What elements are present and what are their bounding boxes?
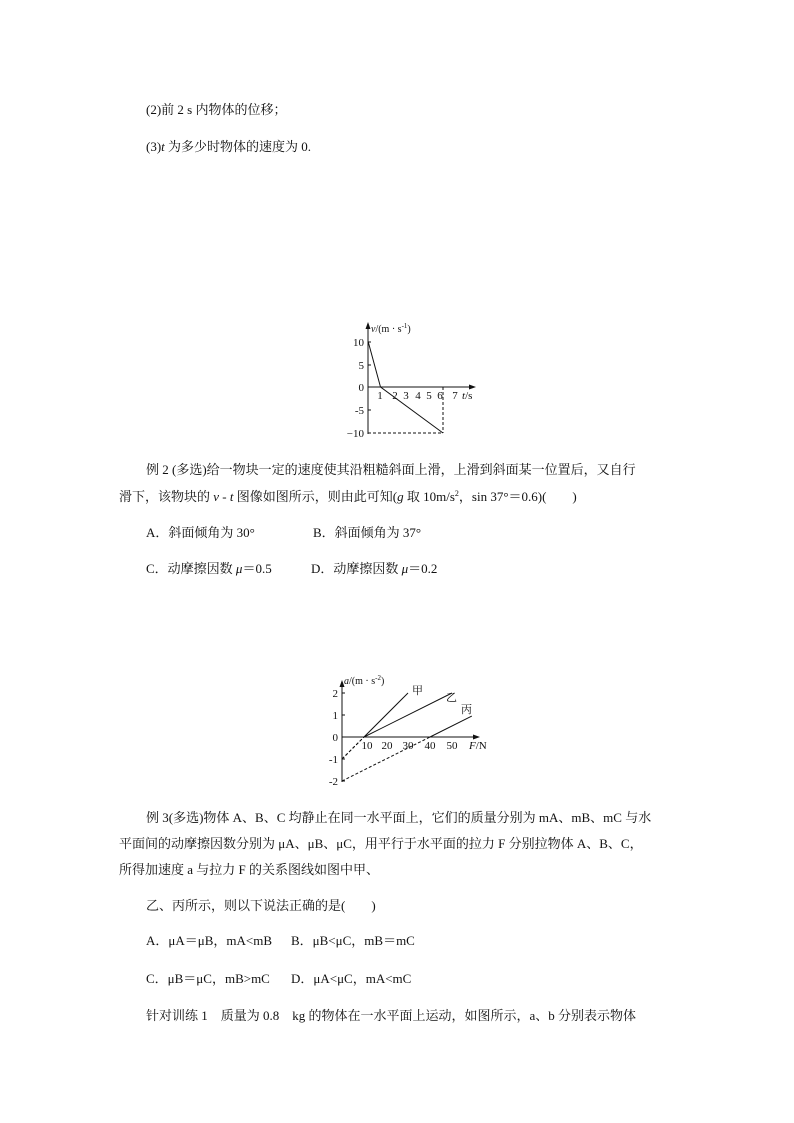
example-3-line-4: 乙、丙所示，则以下说法正确的是( ) bbox=[146, 898, 376, 913]
fig1-ylabel: $v/(m \cdot s^{-1})$ bbox=[371, 322, 411, 335]
ex3-option-c: C．μB＝μC，mB>mC bbox=[146, 971, 270, 986]
example-3-line-2: 平面间的动摩擦因数分别为 μA、μB、μC，用平行于水平面的拉力 F 分别拉物体 A、B、C， bbox=[119, 836, 643, 851]
fig1-ytick-minus10: −10 bbox=[346, 428, 364, 440]
fig1-xtick-1: 1 bbox=[377, 390, 383, 402]
series-yi-line bbox=[364, 693, 452, 737]
question-3: (3)t 为多少时物体的速度为 0. bbox=[146, 139, 312, 154]
example-2-line-1: 例 2 (多选)给一物块一定的速度使其沿粗糙斜面上滑，上滑到斜面某一位置后，又自行 bbox=[146, 462, 636, 477]
fig2-ytick-minus2: -2 bbox=[328, 776, 338, 788]
ex3-option-a: A．μA＝μB，mA<mB bbox=[146, 933, 273, 948]
example-2-line-2: 滑下，该物块的 v - t 图像如图所示，则由此可知(g 取 $10m/s^2$，sin 37°＝0.6)( ) bbox=[119, 489, 577, 504]
fig2-x-arrow bbox=[473, 735, 480, 740]
fig1-xtick-6: 6 bbox=[437, 390, 443, 402]
option-a: A．斜面倾角为 30° bbox=[146, 525, 255, 540]
series-bing-label: 丙 bbox=[461, 704, 472, 716]
series-jia-label: 甲 bbox=[412, 685, 423, 697]
fig1-ytick-0: 0 bbox=[358, 382, 364, 394]
fig1-xtick-3: 3 bbox=[403, 390, 409, 402]
fig2-ylabel: $a/(m \cdot s^{-2})$ bbox=[344, 674, 385, 687]
question-2: (2)前 2 s 内物体的位移； bbox=[146, 102, 287, 117]
fig2-ytick-0: 0 bbox=[332, 732, 338, 744]
fig2-xtick-40: 40 bbox=[424, 740, 436, 752]
series-jia-line bbox=[364, 693, 408, 737]
ex3-option-b: B．μB<μC，mB＝mC bbox=[291, 933, 415, 948]
fig2-ytick-minus1: -1 bbox=[328, 754, 338, 766]
fig2-xtick-30: 30 bbox=[402, 740, 414, 752]
training-1: 针对训练 1 质量为 0.8 kg 的物体在一水平面上运动，如图所示，a、b 分别表示物体 bbox=[146, 1008, 637, 1023]
fig2-xtick-10: 10 bbox=[361, 740, 373, 752]
series-bing-line bbox=[430, 716, 472, 737]
example-3-line-3: 所得加速度 a 与拉力 F 的关系图线如图中甲、 bbox=[119, 862, 380, 877]
fig1-xtick-2: 2 bbox=[392, 390, 398, 402]
fig1-ytick-10: 10 bbox=[353, 337, 364, 349]
fig1-xtick-4: 4 bbox=[415, 390, 421, 402]
fig2-xtick-20: 20 bbox=[381, 740, 393, 752]
fig2-xtick-50: 50 bbox=[446, 740, 458, 752]
fig1-xtick-7: 7 bbox=[452, 390, 458, 402]
fig1-ytick-minus5: -5 bbox=[354, 405, 364, 417]
fig2-ytick-1: 1 bbox=[332, 710, 338, 722]
fig2-ytick-2: 2 bbox=[332, 688, 338, 700]
option-c: C．动摩擦因数 μ＝0.5 bbox=[146, 561, 272, 576]
option-b: B．斜面倾角为 37° bbox=[313, 525, 422, 540]
example-3-line-1: 例 3(多选)物体 A、B、C 均静止在同一水平面上，它们的质量分别为 mA、mB、mC 与水 bbox=[146, 810, 652, 825]
fig1-xlabel: t/s bbox=[462, 390, 473, 402]
fig1-xtick-5: 5 bbox=[426, 390, 432, 402]
ex3-option-d: D．μA<μC，mA<mC bbox=[291, 971, 412, 986]
option-d: D．动摩擦因数 μ＝0.2 bbox=[311, 561, 438, 576]
fig1-ytick-5: 5 bbox=[358, 360, 364, 372]
fig2-xlabel: F/N bbox=[469, 740, 487, 752]
series-yi-label: 乙 bbox=[446, 692, 457, 704]
